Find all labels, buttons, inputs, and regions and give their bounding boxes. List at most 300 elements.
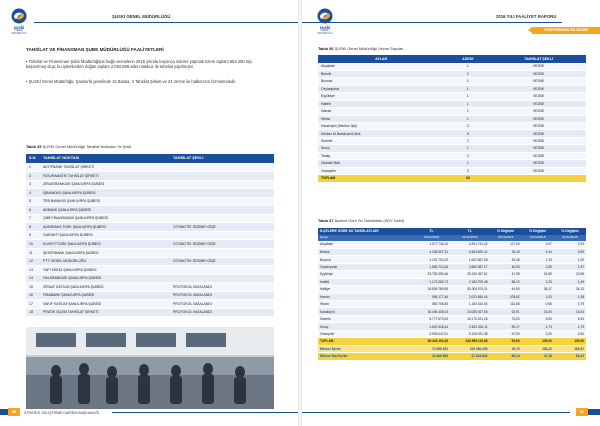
table-cell: 15,40 (522, 308, 554, 315)
table-cell: 117,00 (490, 241, 522, 248)
table-caption-number: Tablo 37 (318, 218, 334, 223)
table-cell: 23,98 (554, 271, 586, 278)
table-cell: 1.960.710,06 (413, 263, 450, 270)
table-cell: 1 (444, 63, 491, 70)
table-cell (170, 274, 274, 283)
water-drop-logo-icon (11, 8, 27, 24)
table-cell: 109.260.269 (450, 345, 489, 352)
table-cell: 37.324.842 (450, 353, 489, 360)
table-cell: 36,17 (522, 286, 554, 293)
header-title: 2016 YILI FAALİYET RAPORU (496, 14, 557, 19)
table-row (318, 308, 586, 315)
table-cell: 67,90 (490, 330, 522, 337)
table-cell: 105,62 (490, 293, 522, 300)
table-cell: 2.023.656,44 (450, 293, 489, 300)
table-cell: 2 (444, 137, 491, 144)
column-header: % Değişim (554, 228, 586, 235)
table-cell: Birecik (318, 248, 413, 255)
table-cell: 1 (444, 108, 491, 115)
table-cell: 4.291.741,42 (450, 241, 489, 248)
table-cell: Bozova (318, 78, 444, 85)
page-gutter (298, 0, 302, 426)
table-row (318, 115, 586, 122)
table-cell: 45,46 (490, 256, 522, 263)
logo-name: şuski (13, 25, 25, 30)
table-cell: KUVEYTTÜRK ŞANLIURFA ŞUBESİ (40, 240, 170, 249)
table-row (318, 315, 586, 322)
header-rule (300, 22, 562, 23)
table-cell: YAPI KREDİ ŞANLIURFA ŞUBESİ (40, 266, 170, 275)
table-row (26, 180, 274, 189)
column-header: TAHSİLAT ŞEKLİ (491, 55, 586, 63)
table-cell: 24.085.927,06 (450, 308, 489, 315)
table-row (26, 231, 274, 240)
table-row (318, 100, 586, 107)
table-cell (170, 172, 274, 181)
table-cell: 2 (444, 152, 491, 159)
table-caption-number: Tablo 36 (318, 46, 334, 51)
vezne-counter-photo (26, 327, 274, 409)
table-cell: 1 (444, 100, 491, 107)
table-cell: Eyyübiye (318, 271, 413, 278)
table-cell: 76,03 (490, 315, 522, 322)
table-cell (491, 175, 586, 182)
table-cell: 2.880.967,17 (450, 263, 489, 270)
total-row (318, 345, 586, 352)
column-header: TL (413, 228, 450, 235)
table-cell (170, 248, 274, 257)
table-cell: Halfeti (318, 100, 444, 107)
table-cell: 6,94 (554, 315, 586, 322)
table-row (26, 223, 274, 232)
table-cell: 1,09 (554, 256, 586, 263)
table-cell: VEZNE (491, 152, 586, 159)
table-cell: 16.494.408,04 (413, 308, 450, 315)
table-row (318, 241, 586, 248)
total-row (318, 175, 586, 182)
table-cell: Ulubatlı Mah. (318, 160, 444, 167)
table-cell: 5.777.573,03 (413, 315, 450, 322)
table-cell: 10 (26, 240, 40, 249)
table-row (26, 197, 274, 206)
table-cell: Halfeti (318, 278, 413, 285)
table-row (26, 248, 274, 257)
logo-name: şuski (319, 25, 331, 30)
table-cell: 11 (26, 248, 40, 257)
table-cell: VEZNE (491, 78, 586, 85)
table-cell: 5 (26, 197, 40, 206)
table-cell: PROTOKOL İMZALANDI (170, 283, 274, 292)
table-cell: 0,79 (554, 301, 586, 308)
table-cell: 24,89 (522, 271, 554, 278)
table-row (26, 266, 274, 275)
total-row (318, 353, 586, 360)
column-header: TAHSİLAT ŞEKLİ (170, 154, 274, 163)
table-cell: 182,87 (554, 345, 586, 352)
column-header: ADEDİ (444, 55, 491, 63)
table-row (318, 286, 586, 293)
table-cell: TOPLAM (318, 175, 444, 182)
table-cell: 1 (26, 163, 40, 172)
table-cell: Karaköprü (318, 308, 413, 315)
table-cell: 3,50 (554, 330, 586, 337)
table-cell: 23.752.353,46 (413, 271, 450, 278)
table-cell: 1,79 (554, 323, 586, 330)
table-cell: ZİRAATBANKASI ŞANLIURFA ŞUBESİ (40, 180, 170, 189)
table-row (318, 323, 586, 330)
table-row (318, 263, 586, 270)
table-cell: 2,93 (554, 241, 586, 248)
table-cell: 95.422.104,15 (413, 338, 450, 345)
table-caption (318, 219, 404, 224)
collection-points-table (26, 154, 274, 317)
table-cell: 1 (444, 85, 491, 92)
sub-header: 31/12/2016 (413, 235, 450, 241)
table-cell: 1.977.734,24 (413, 241, 450, 248)
table-cell: Siverek (318, 137, 444, 144)
table-cell: 1.647.518,44 (413, 323, 450, 330)
table-cell: VEZNE (491, 137, 586, 144)
table-cell: OTOMOTİK ÖDEME+GİŞE (170, 257, 274, 266)
column-header: % Değişim (490, 228, 522, 235)
table-row (318, 278, 586, 285)
table-cell: Ceylanpınar (318, 263, 413, 270)
logo-sub: GENEL MÜDÜRLÜĞÜ (11, 30, 27, 36)
table-cell: AKBANK ŞANLIURFA ŞUBESİ (40, 206, 170, 215)
table-cell: 1,49 (554, 278, 586, 285)
table-cell: PTT GENEL MÜDÜRLÜĞÜ (40, 257, 170, 266)
table-cell: Ceylanpınar (318, 85, 444, 92)
table-cell: Merkez İlçeler (318, 345, 413, 352)
table-cell: 5 (444, 130, 491, 137)
table-cell: PROTOKOL İMZALANDI (170, 300, 274, 309)
table-cell: PRATİK İŞLEM TAHSİLAT ŞİRKETİ (40, 308, 170, 317)
footer-text: STRATEJİ GELİŞTİRME DAİRESİ BAŞKANLIĞI (24, 410, 100, 415)
header-title: ŞUSKİ GENEL MÜDÜRLÜĞÜ (112, 14, 171, 19)
table-cell: VEZNE (491, 115, 586, 122)
table-row (26, 274, 274, 283)
table-cell: 5.363.520,41 (450, 248, 489, 255)
table-cell: OTOMOTİK ÖDEME+GİŞE (170, 223, 274, 232)
table-cell: 86,12 (490, 278, 522, 285)
table-row (318, 330, 586, 337)
table-cell: Bozova (318, 256, 413, 263)
table-cell: 1,97 (554, 263, 586, 270)
table-cell: AKTİFBANK TAHSİLAT ŞİRKETİ (40, 163, 170, 172)
table-cell: 12 (26, 257, 40, 266)
table-cell: ALBARAKA TÜRK ŞANLIURFA ŞUBESİ (40, 223, 170, 232)
table-cell: TEB BANKASI ŞANLIURFA ŞUBESİ (40, 197, 170, 206)
table-row (318, 93, 586, 100)
table-cell: Tedaş (318, 152, 444, 159)
table-cell: 14 (26, 274, 40, 283)
table-cell: Harran (318, 293, 413, 300)
sub-header: İlçeler (318, 235, 413, 241)
table-cell: PROTOKOL İMZALANDI (170, 308, 274, 317)
paragraph: • Tahsilat ve Finansman Şube Müdürlüğüne bağlı veznelerin 2016 yılında boyunca ödeme yapmak üzere toplam 582.290 kişi başvurmuş olup; bu işlemlerden doğan toplam 2.092.589 adet makbuz ile tahsilat yapılmıştır. (26, 59, 252, 70)
table-row (26, 240, 274, 249)
table-row (26, 283, 274, 292)
table-row (26, 308, 274, 317)
table-cell: 1 (444, 93, 491, 100)
table-row (318, 256, 586, 263)
table-caption-number: Tablo 35 (26, 144, 42, 149)
sub-header: 31/12/2015 (554, 235, 586, 241)
table-cell: 49,73 (490, 345, 522, 352)
table-row (318, 293, 586, 300)
footer-rule (300, 412, 570, 413)
table-cell: 72.956.551 (413, 345, 450, 352)
table-row (318, 85, 586, 92)
table-cell: Haliliye (318, 286, 413, 293)
table-cell: VEZNE (491, 100, 586, 107)
table-cell: Birecik (318, 70, 444, 77)
column-header: % Değişim (522, 228, 554, 235)
table-cell: 2.183.709,48 (450, 278, 489, 285)
table-cell: VEZNE (491, 145, 586, 152)
table-caption (26, 145, 131, 150)
water-collection-table (318, 228, 586, 361)
table-row (318, 70, 586, 77)
column-header: TAHSİLAT NOKTASI (40, 154, 170, 163)
table-cell: VEZNE (491, 85, 586, 92)
table-cell: VEZNE (491, 93, 586, 100)
table-cell: Suruç (318, 323, 413, 330)
table-cell: 2 (444, 123, 491, 130)
vezne-count-table (318, 55, 586, 183)
table-cell: 1.101.700,29 (413, 256, 450, 263)
table-cell: 4 (26, 189, 40, 198)
table-cell: 1 (444, 145, 491, 152)
table-cell: 3,20 (522, 330, 554, 337)
table-cell: VEZNE (491, 130, 586, 137)
table-cell: Siverek (318, 315, 413, 322)
sub-header: 31/12/2015 (490, 235, 522, 241)
table-cell: Suruç (318, 145, 444, 152)
table-cell: Hilvan (318, 115, 444, 122)
table-cell: VEZNE (491, 108, 586, 115)
table-row (26, 189, 274, 198)
table-cell: 34,12 (554, 286, 586, 293)
table-cell: 7 (26, 214, 40, 223)
table-cell: 100,00 (554, 338, 586, 345)
table-cell: 2 (444, 167, 491, 174)
header-rule (34, 22, 300, 23)
table-cell: VEZNE (491, 123, 586, 130)
table-row (318, 123, 586, 130)
table-cell: VEZNE (491, 63, 586, 70)
table-row (318, 167, 586, 174)
table-cell: 26,16 (490, 248, 522, 255)
sub-header: 31/12/2015 (450, 235, 489, 241)
table-cell (170, 163, 274, 172)
table-cell: 6 (26, 206, 40, 215)
table-row (26, 257, 274, 266)
table-cell: 1,23 (522, 278, 554, 285)
table-cell: 100,00 (522, 338, 554, 345)
table-row (318, 271, 586, 278)
table-cell: 46,93 (490, 263, 522, 270)
column-header: TL (450, 228, 489, 235)
table-cell: VEZNE (491, 160, 586, 167)
table-cell: 1.602.557,08 (450, 256, 489, 263)
table-cell: FİBABANK ŞANLIURFA ŞUBESİ (40, 291, 170, 300)
table-cell: 15 (26, 283, 40, 292)
table-cell: TOPLAM (318, 338, 413, 345)
table-cell: 1 (444, 115, 491, 122)
table-cell: İŞBANKASI ŞANLIURFA ŞUBESİ (40, 189, 170, 198)
column-header: AYLAR (318, 55, 444, 63)
suski-logo (8, 8, 30, 36)
table-cell: Eyyübiye (318, 93, 444, 100)
table-cell: 17 (26, 300, 40, 309)
table-cell: FATURAMATİK TAHSİLAT ŞİRKETİ (40, 172, 170, 181)
section-ribbon: PERFORMANS BİLGİLERİ (532, 27, 600, 34)
table-caption-text: ŞUSKİ Genel Müdürlüğü Vezne Sayıları (334, 46, 404, 51)
table-cell (170, 231, 274, 240)
table-cell: GARANTİ ŞANLIURFA ŞUBESİ (40, 231, 170, 240)
table-cell: 16 (26, 291, 40, 300)
table-cell: Viranşehir (318, 330, 413, 337)
table-cell: 13 (26, 266, 40, 275)
column-header: İLÇELERE GÖRE SU TAHSİLATLARI (318, 228, 413, 235)
table-cell: 53.004.074,11 (450, 286, 489, 293)
table-cell: 1 (444, 160, 491, 167)
table-cell: 6,05 (522, 315, 554, 322)
table-cell: ŞEKERBANK ŞANLIURFA ŞUBESİ (40, 248, 170, 257)
table-cell: 4.238.307,31 (413, 248, 450, 255)
table-cell: 24 (444, 175, 491, 182)
table-row (26, 214, 274, 223)
table-cell: 35.150.267,61 (450, 271, 489, 278)
table-cell: VAKIF KATILIM ŞANLIURFA ŞUBESİ (40, 300, 170, 309)
table-cell: 63,91 (490, 308, 522, 315)
page-number: 91 (576, 408, 588, 416)
table-row (318, 301, 586, 308)
table-cell: 1.173.283,73 (413, 278, 450, 285)
table-cell: OTOMOTİK ÖDEME+GİŞE (170, 240, 274, 249)
table-cell: 10.170.021,16 (450, 315, 489, 322)
table-cell: 2 (444, 70, 491, 77)
table-cell: 1,15 (522, 256, 554, 263)
table-cell: Harran (318, 108, 444, 115)
table-cell: 59,17 (490, 323, 522, 330)
table-row (318, 152, 586, 159)
table-row (26, 300, 274, 309)
table-cell: 8 (26, 223, 40, 232)
table-cell: 34.509.789,55 (413, 286, 450, 293)
table-row (26, 206, 274, 215)
office-photo-icon (26, 327, 274, 409)
table-cell: 18 (26, 308, 40, 317)
table-cell: ZİRAAT KATILIM ŞANLIURFA ŞUBESİ (40, 283, 170, 292)
table-cell: 2,07 (522, 241, 554, 248)
right-page (300, 0, 600, 426)
footer-bar (0, 409, 8, 415)
table-cell: 110,68 (490, 301, 522, 308)
table-caption-text: İlçelere Göre Su Tahsilatları (KDV Dahil) (334, 218, 404, 223)
table-cell: 66,14 (490, 353, 522, 360)
section-title: TAHSİLAT VE FİNANSMAN ŞUBE MÜDÜRLÜĞÜ FAALİYETLERİ (26, 47, 164, 52)
table-cell: VEZNE (491, 70, 586, 77)
table-cell: 1.160.310,94 (450, 301, 489, 308)
table-cell: 1,73 (522, 323, 554, 330)
table-row (26, 163, 274, 172)
table-cell: 1 (444, 78, 491, 85)
table-cell: 984.177,44 (413, 293, 450, 300)
table-cell (170, 189, 274, 198)
table-row (318, 78, 586, 85)
table-cell: Viranşehir (318, 167, 444, 174)
table-cell (170, 197, 274, 206)
table-cell: Akçakale (318, 241, 413, 248)
footer-rule (112, 412, 300, 413)
logo-sub: GENEL MÜDÜRLÜĞÜ (317, 30, 333, 36)
table-cell (170, 266, 274, 275)
table-cell: 0,58 (522, 301, 554, 308)
table-cell: 146.565.110,88 (450, 338, 489, 345)
page-number: 90 (8, 408, 20, 416)
table-cell: 62,21 (554, 353, 586, 360)
table-cell: QNB FİNANSBANK ŞANLIURFA ŞUBESİ (40, 214, 170, 223)
table-row (318, 130, 586, 137)
table-cell: 2 (26, 172, 40, 181)
table-cell: Hilvan (318, 301, 413, 308)
table-cell: 5.126.031,38 (450, 330, 489, 337)
table-caption-text: ŞUSKİ Genel Müdürlüğü Tahsilat Noktaları Ve Şekli (42, 144, 132, 149)
table-cell: 47,99 (490, 271, 522, 278)
table-cell: 16,43 (554, 308, 586, 315)
table-cell: Karaköprü (Merkez İlçe) (318, 123, 444, 130)
table-cell: 3,59 (554, 248, 586, 255)
footer-bar (588, 409, 600, 415)
table-row (318, 248, 586, 255)
table-cell: 1,38 (554, 293, 586, 300)
table-cell: 47,18 (522, 353, 554, 360)
table-cell: 153,22 (522, 345, 554, 352)
table-cell: 22.465.553 (413, 353, 450, 360)
table-cell: 550.756,65 (413, 301, 450, 308)
paragraph: • ŞUSKİ Genel Müdürlüğü, Şanlıurfa genelinde 15 Banka, 3 Tahsilat Şirketi ve 24 Vezne ile halkımızın hizmetindedir. (26, 79, 237, 84)
sub-header: 31/12/2015 (522, 235, 554, 241)
table-row (318, 137, 586, 144)
table-cell: 2.622.324,11 (450, 323, 489, 330)
table-cell: 4,44 (522, 248, 554, 255)
table-cell: PROTOKOL İMZALANDI (170, 291, 274, 300)
table-cell (170, 214, 274, 223)
total-row (318, 338, 586, 345)
table-row (318, 160, 586, 167)
table-row (26, 291, 274, 300)
table-cell (170, 180, 274, 189)
table-cell: Akçakale (318, 63, 444, 70)
table-cell: 53,60 (490, 338, 522, 345)
table-cell: Merkez Dışı İlçeler (318, 353, 413, 360)
table-caption (318, 47, 403, 52)
table-row (318, 145, 586, 152)
table-cell: 2,05 (522, 263, 554, 270)
table-cell: HALKBANKASI ŞANLIURFA ŞUBESİ (40, 274, 170, 283)
table-cell: VEZNE (491, 167, 586, 174)
column-header: S.N. (26, 154, 40, 163)
table-row (318, 63, 586, 70)
table-cell (170, 206, 274, 215)
table-row (26, 172, 274, 181)
table-cell: 44,90 (490, 286, 522, 293)
table-cell: 3.053.042,91 (413, 330, 450, 337)
table-cell: Merkez Al Bahcivan'a Mvk. (318, 130, 444, 137)
table-cell: 1,03 (522, 293, 554, 300)
